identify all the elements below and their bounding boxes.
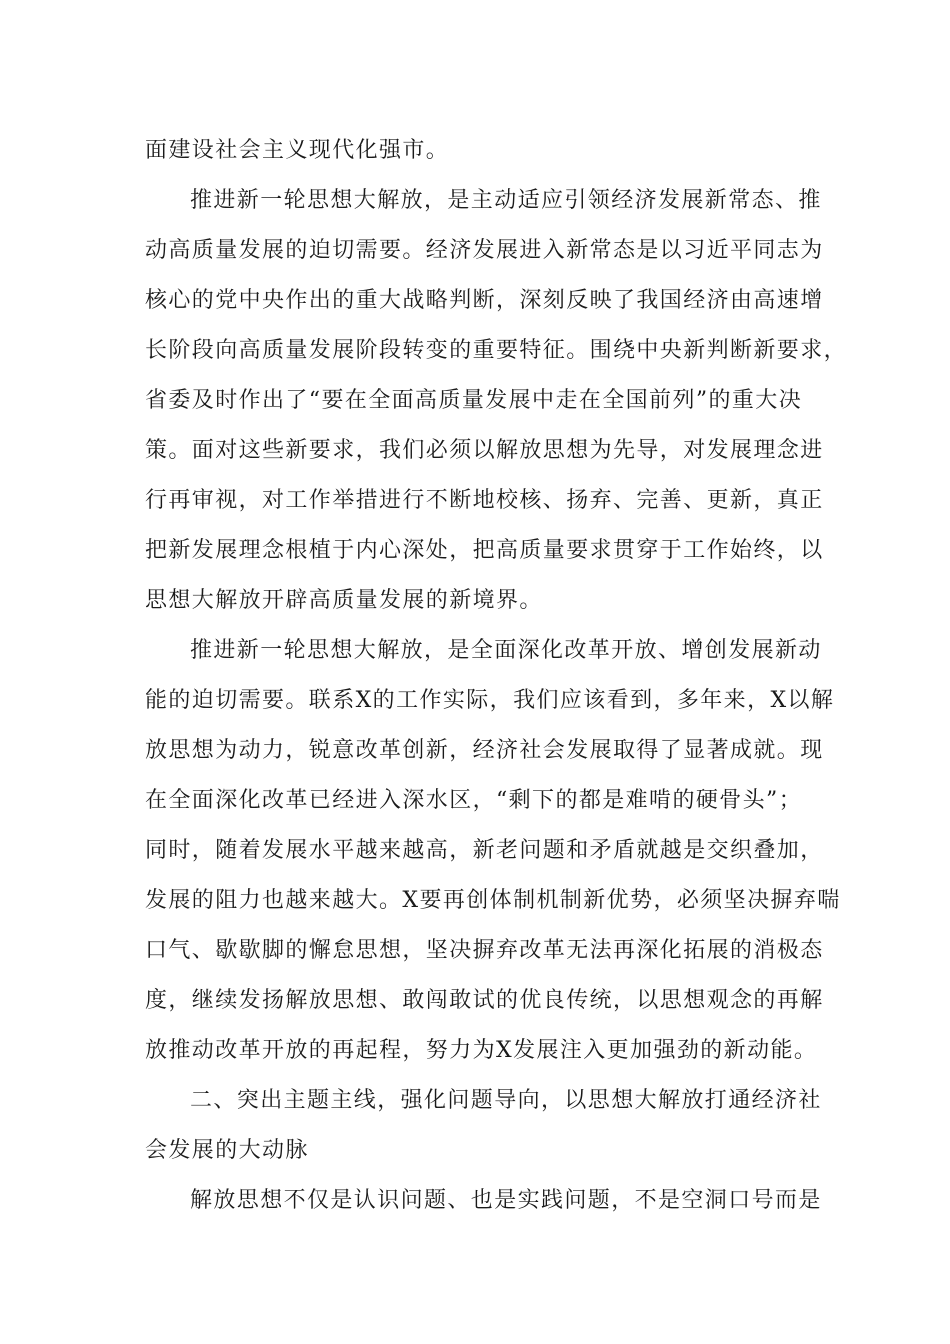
text-line: 把新发展理念根植于内心深处，把高质量要求贯穿于工作始终，以 — [145, 538, 824, 563]
text-line: 发展的阻力也越来越大。X要再创体制机制新优势，必须坚决摒弃喘 — [145, 888, 841, 913]
paragraph-start-line: 推进新一轮思想大解放，是主动适应引领经济发展新常态、推 — [190, 188, 822, 213]
text-line: 核心的党中央作出的重大战略判断，深刻反映了我国经济由高速增 — [145, 288, 824, 313]
paragraph-start-line: 推进新一轮思想大解放，是全面深化改革开放、增创发展新动 — [190, 638, 822, 663]
section-heading-line: 二、突出主题主线，强化问题导向，以思想大解放打通经济社 — [190, 1088, 822, 1113]
text-line: 口气、歇歇脚的懈怠思想，坚决摒弃改革无法再深化拓展的消极态 — [145, 938, 824, 963]
text-line: 在全面深化改革已经进入深水区，“剩下的都是难啃的硬骨头”； — [145, 788, 803, 813]
text-line: 策。面对这些新要求，我们必须以解放思想为先导，对发展理念进 — [145, 438, 824, 463]
text-line: 能的迫切需要。联系X的工作实际，我们应该看到，多年来，X以解 — [145, 688, 835, 713]
text-line: 放思想为动力，锐意改革创新，经济社会发展取得了显著成就。现 — [145, 738, 824, 763]
text-line: 度，继续发扬解放思想、敢闯敢试的优良传统，以思想观念的再解 — [145, 988, 824, 1013]
text-line: 长阶段向高质量发展阶段转变的重要特征。围绕中央新判断新要求， — [145, 338, 848, 363]
text-line: 省委及时作出了“要在全面高质量发展中走在全国前列”的重大决 — [145, 388, 803, 413]
text-line: 面建设社会主义现代化强市。 — [145, 138, 450, 163]
text-line: 行再审视，对工作举措进行不断地校核、扬弃、完善、更新，真正 — [145, 488, 824, 513]
paragraph-start-line: 解放思想不仅是认识问题、也是实践问题，不是空洞口号而是 — [190, 1188, 822, 1213]
section-heading-line: 会发展的大动脉 — [145, 1138, 309, 1163]
text-line: 同时，随着发展水平越来越高，新老问题和矛盾就越是交织叠加， — [145, 838, 824, 863]
text-line: 动高质量发展的迫切需要。经济发展进入新常态是以习近平同志为 — [145, 238, 824, 263]
text-line: 放推动改革开放的再起程，努力为X发展注入更加强劲的新动能。 — [145, 1038, 818, 1063]
text-line: 思想大解放开辟高质量发展的新境界。 — [145, 588, 543, 613]
